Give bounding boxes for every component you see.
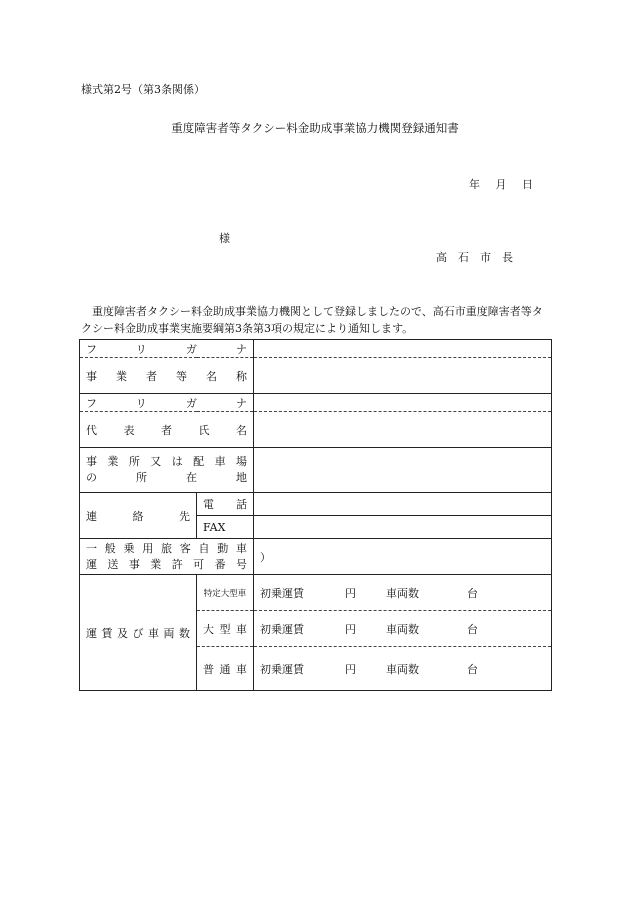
- fax-field[interactable]: [254, 516, 552, 539]
- date-day: 日: [522, 178, 533, 191]
- furigana-label-1: フリガナ: [80, 340, 254, 358]
- date-line: [469, 176, 545, 192]
- fare-label: 初乗運賃: [260, 622, 305, 636]
- furigana-label-2: フリガナ: [80, 394, 254, 412]
- vehicle-unit: 台: [467, 662, 479, 676]
- document-title: 重度障害者等タクシー料金助成事業協力機関登録通知書: [171, 121, 459, 135]
- date-year: 年: [469, 178, 480, 191]
- vehicle-row-regular[interactable]: [254, 647, 552, 691]
- representative-label: 代表者氏名: [80, 412, 254, 448]
- office-location-label: [80, 448, 254, 493]
- notice-text: 重度障害者タクシー料金助成事業協力機関として登録しましたので、高石市重度障害者等タクシー料金助成事業実施要綱第3条第3項の規定により通知します。: [81, 305, 543, 335]
- license-label: [80, 539, 254, 575]
- vehicle-row-special-large[interactable]: [254, 575, 552, 611]
- license-label-line1: 一般乗用旅客自動車: [86, 541, 248, 555]
- vehicle-unit: 台: [467, 622, 479, 636]
- form-number: 様式第2号（第3条関係）: [81, 83, 205, 96]
- count-label: 車両数: [386, 586, 420, 600]
- addressee-honorific: 様: [219, 232, 230, 245]
- business-name-label: 事業者等名称: [80, 358, 254, 394]
- vehicle-type-large: 大型車: [197, 611, 254, 647]
- vehicle-type-regular: 普通車: [197, 647, 254, 691]
- business-name-field[interactable]: [254, 358, 552, 394]
- license-field[interactable]: ）: [254, 539, 552, 575]
- fare-vehicles-label: 運賃及び車両数: [80, 575, 197, 691]
- vehicle-unit: 台: [467, 586, 479, 600]
- office-location-label-line1: 事業所又は配車場: [86, 455, 248, 468]
- contact-label: 連絡先: [80, 493, 197, 539]
- office-location-label-line2: の所在地: [86, 471, 248, 484]
- date-month: 月: [495, 178, 507, 191]
- representative-field[interactable]: [254, 412, 552, 448]
- count-label: 車両数: [386, 662, 420, 676]
- office-location-field[interactable]: [254, 448, 552, 493]
- vehicle-row-large[interactable]: [254, 611, 552, 647]
- license-label-line2: 運送事業許可番号: [86, 557, 248, 571]
- yen-unit: 円: [345, 586, 357, 600]
- count-label: 車両数: [386, 622, 420, 636]
- furigana-field-2[interactable]: [254, 394, 552, 412]
- furigana-field-1[interactable]: [254, 340, 552, 358]
- fax-label: FAX: [197, 516, 254, 539]
- yen-unit: 円: [345, 622, 357, 636]
- fare-label: 初乗運賃: [260, 662, 305, 676]
- phone-label: 電話: [197, 493, 254, 516]
- registration-table: [79, 339, 552, 691]
- yen-unit: 円: [345, 662, 357, 676]
- phone-field[interactable]: [254, 493, 552, 516]
- fare-label: 初乗運賃: [260, 586, 305, 600]
- issuer-name: 高石市長: [436, 251, 524, 264]
- vehicle-type-special-large: 特定大型車: [197, 575, 254, 611]
